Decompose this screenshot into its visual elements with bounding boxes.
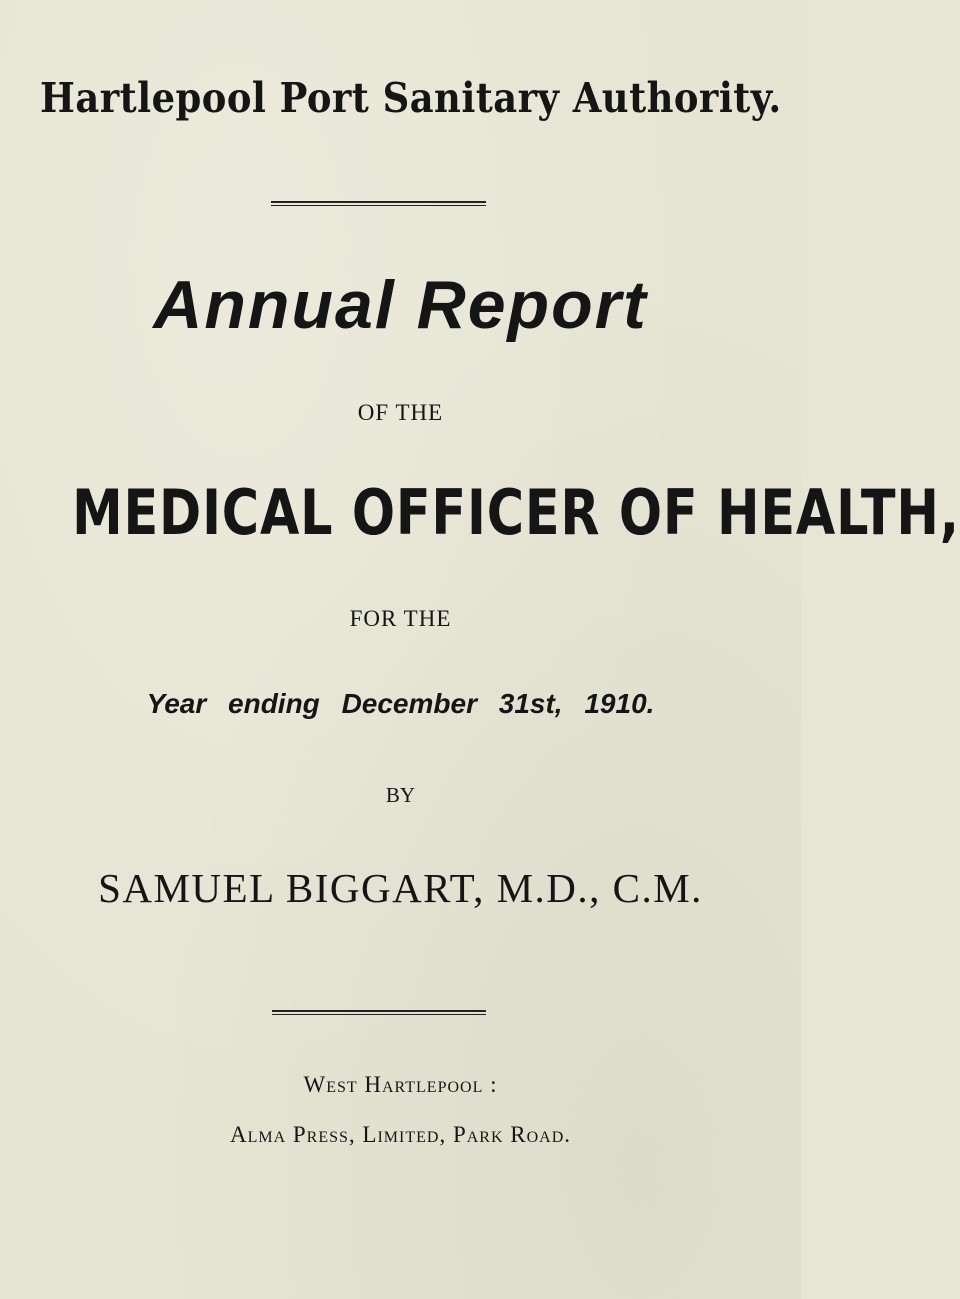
for-the-text: FOR THE xyxy=(349,606,452,631)
bottom-double-rule xyxy=(272,1010,486,1015)
top-double-rule xyxy=(271,201,486,206)
authority-heading: Hartlepool Port Sanitary Authority. xyxy=(40,74,782,122)
by-text: BY xyxy=(385,783,416,807)
publisher-place: West Hartlepool : xyxy=(303,1072,498,1097)
year-ending-line: Year ending December 31st, 1910. xyxy=(146,688,655,719)
of-the-text: OF THE xyxy=(357,400,444,425)
publisher-name: Alma Press, Limited, Park Road. xyxy=(229,1122,572,1147)
report-title: Annual Report xyxy=(153,267,648,343)
author-name: SAMUEL BIGGART, M.D., C.M. xyxy=(98,865,703,911)
officer-heading: MEDICAL OFFICER OF HEALTH, xyxy=(72,476,960,549)
